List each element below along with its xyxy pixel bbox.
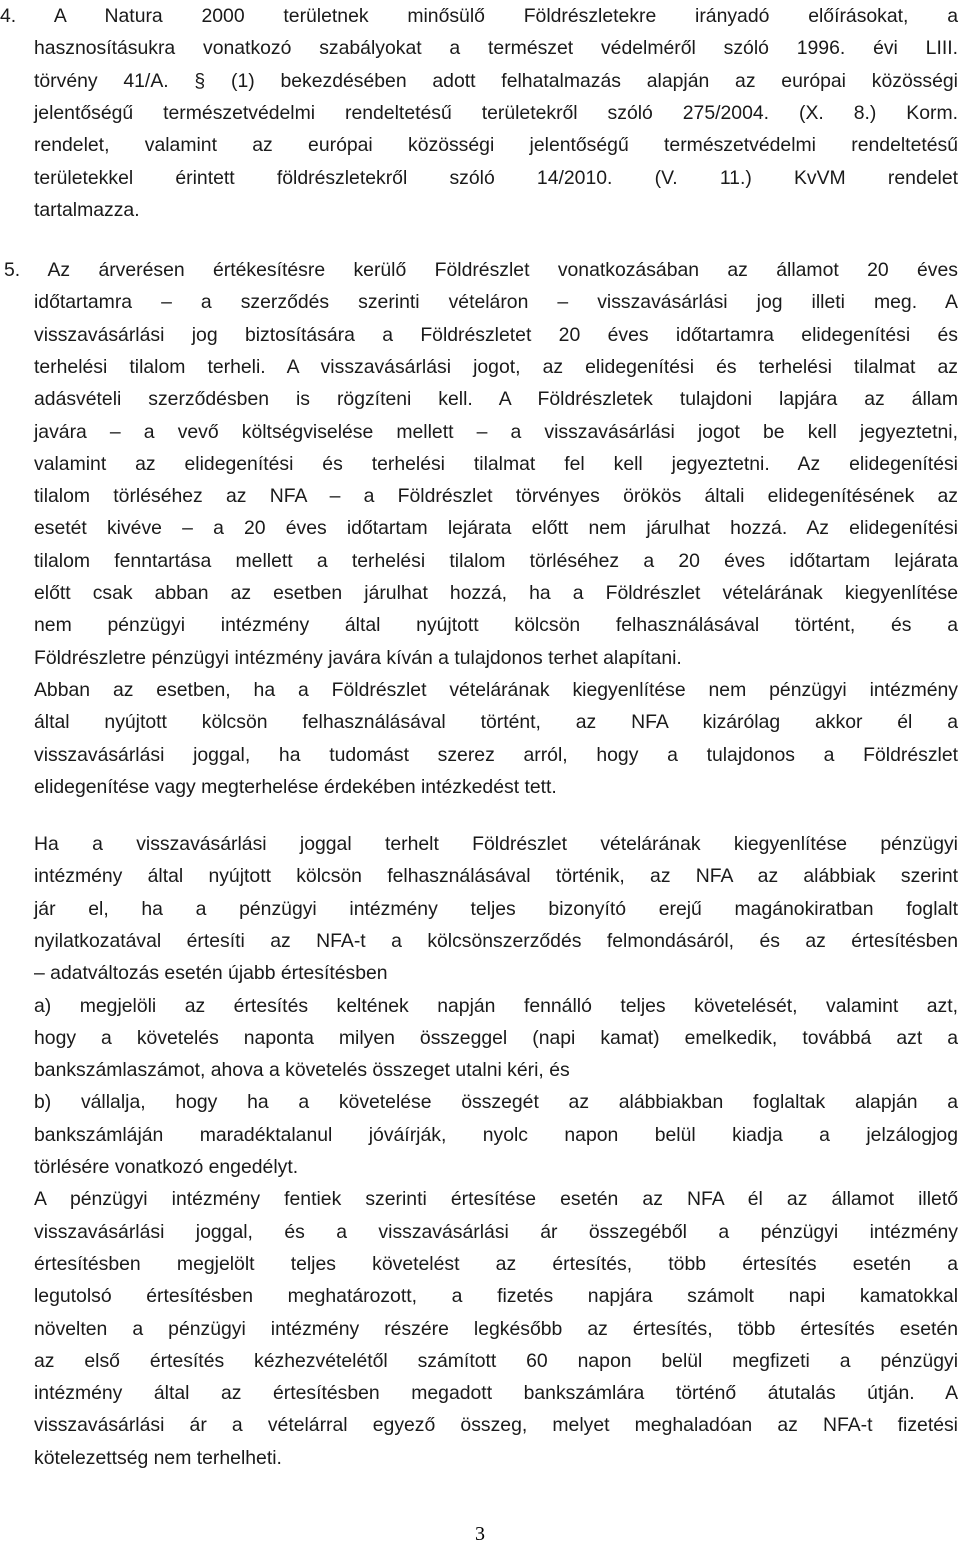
text-line: 5. Az árverésen értékesítésre kerülő Földrészlet vonatkozásában az államot 20 éves [4, 259, 958, 281]
text-line: terhelési tilalom terheli. A visszavásárlási jogot, az elidegenítési és terhelési tilalmat az [34, 355, 958, 378]
text-line: a) megjelöli az értesítés keltének napján fennálló teljes követelését, valamint azt, [34, 994, 958, 1017]
text-line: valamint az elidegenítési és terhelési tilalmat fel kell jegyeztetni. Az elidegenítési [34, 452, 958, 475]
page-number: 3 [475, 1523, 485, 1545]
text-line: hasznosításukra vonatkozó szabályokat a természet védelméről szóló 1996. évi LIII. [34, 37, 958, 60]
text-line: A pénzügyi intézmény fentiek szerinti értesítése esetén az NFA él az államot illető [34, 1188, 958, 1211]
text-line: b) vállalja, hogy ha a követelése összegét az alábbiakban foglaltak alapján a [34, 1091, 958, 1114]
text-line: intézmény által nyújtott kölcsön felhasználásával történik, az NFA az alábbiak szerint [34, 865, 958, 888]
text-line: nyilatkozatával értesíti az NFA-t a kölcsönszerződés felmondásáról, és az értesítésben [34, 929, 958, 952]
text-line: növelten a pénzügyi intézmény részére legkésőbb az értesítés, több értesítés esetén [34, 1317, 958, 1340]
text-line: tilalom törléséhez az NFA – a Földrészlet törvényes örökös általi elidegenítésének az [34, 485, 958, 508]
text-line: 4. A Natura 2000 területnek minősülő Földrészletekre irányadó előírásokat, a [0, 5, 958, 27]
text-line: – adatváltozás esetén újabb értesítésben [34, 962, 388, 985]
text-line: jár el, ha a pénzügyi intézmény teljes bizonyító erejű magánokiratban foglalt [34, 897, 958, 920]
text-line: hogy a követelés naponta milyen összeggel (napi kamat) emelkedik, továbbá azt a [34, 1026, 958, 1049]
text-line: visszavásárlási joggal, és a visszavásárlási ár összegéből a pénzügyi intézmény [34, 1220, 958, 1243]
text-line: tartalmazza. [34, 198, 140, 221]
text-line: javára – a vevő költségviselése mellett – a visszavásárlási jogot be kell jegyeztetni, [34, 420, 958, 443]
text-line: esetét kivéve – a 20 éves időtartam lejárata előtt nem járulhat hozzá. Az elidegenítési [34, 517, 958, 540]
text-line: intézmény által az értesítésben megadott bankszámlára történő átutalás útján. A [34, 1382, 958, 1405]
text-line: területekkel érintett földrészletekről szóló 14/2010. (V. 11.) KvVM rendelet [34, 166, 958, 189]
text-line: visszavásárlási joggal, ha tudomást szerez arról, hogy a tulajdonos a Földrészlet [34, 743, 958, 766]
text-line: az első értesítés kézhezvételétől számított 60 napon belül megfizeti a pénzügyi [34, 1349, 958, 1372]
text-line: értesítésben megjelölt teljes követelést az értesítés, több értesítés esetén a [34, 1252, 958, 1275]
text-line: előtt csak abban az esetben járulhat hozzá, ha a Földrészlet vételárának kiegyenlítése [34, 582, 958, 604]
text-line: Ha a visszavásárlási joggal terhelt Földrészlet vételárának kiegyenlítése pénzügyi [34, 833, 958, 855]
text-line: bankszámláján maradéktalanul jóváírják, nyolc napon belül kiadja a jelzálogjog [34, 1123, 958, 1146]
text-line: rendelet, valamint az európai közösségi jelentőségű természetvédelmi rendeltetésű [34, 134, 958, 157]
text-line: tilalom fenntartása mellett a terhelési tilalom törléséhez a 20 éves időtartam lejárata [34, 549, 958, 572]
text-line: visszavásárlási ár a vételárral egyező összeg, melyet meghaladóan az NFA-t fizetési [34, 1414, 958, 1437]
text-line: bankszámlaszámot, ahova a követelés összeget utalni kéri, és [34, 1059, 570, 1082]
text-line: jelentőségű természetvédelmi rendeltetésű területekről szóló 275/2004. (X. 8.) Korm. [34, 101, 958, 124]
text-line: visszavásárlási jog biztosítására a Földrészletet 20 éves időtartamra elidegenítési és [34, 323, 958, 346]
text-line: Abban az esetben, ha a Földrészlet vételárának kiegyenlítése nem pénzügyi intézmény [34, 678, 958, 701]
text-line: kötelezettség nem terhelheti. [34, 1446, 282, 1469]
text-line: időtartamra – a szerződés szerinti vételáron – visszavásárlási jog illeti meg. A [34, 291, 958, 314]
text-line: Földrészletre pénzügyi intézmény javára kíván a tulajdonos terhet alapítani. [34, 646, 682, 669]
text-line: által nyújtott kölcsön felhasználásával történt, az NFA kizárólag akkor él a [34, 711, 958, 734]
text-line: elidegenítése vagy megterhelése érdekében intézkedést tett. [34, 775, 557, 798]
text-line: nem pénzügyi intézmény által nyújtott kölcsön felhasználásával történt, és a [34, 614, 958, 637]
text-line: adásvételi szerződésben is rögzíteni kell. A Földrészletek tulajdoni lapjára az állam [34, 388, 958, 411]
text-line: törlésére vonatkozó engedélyt. [34, 1156, 299, 1178]
text-line: törvény 41/A. § (1) bekezdésében adott felhatalmazás alapján az európai közösségi [34, 69, 958, 92]
text-line: legutolsó értesítésben meghatározott, a fizetés napjára számolt napi kamatokkal [34, 1285, 958, 1308]
